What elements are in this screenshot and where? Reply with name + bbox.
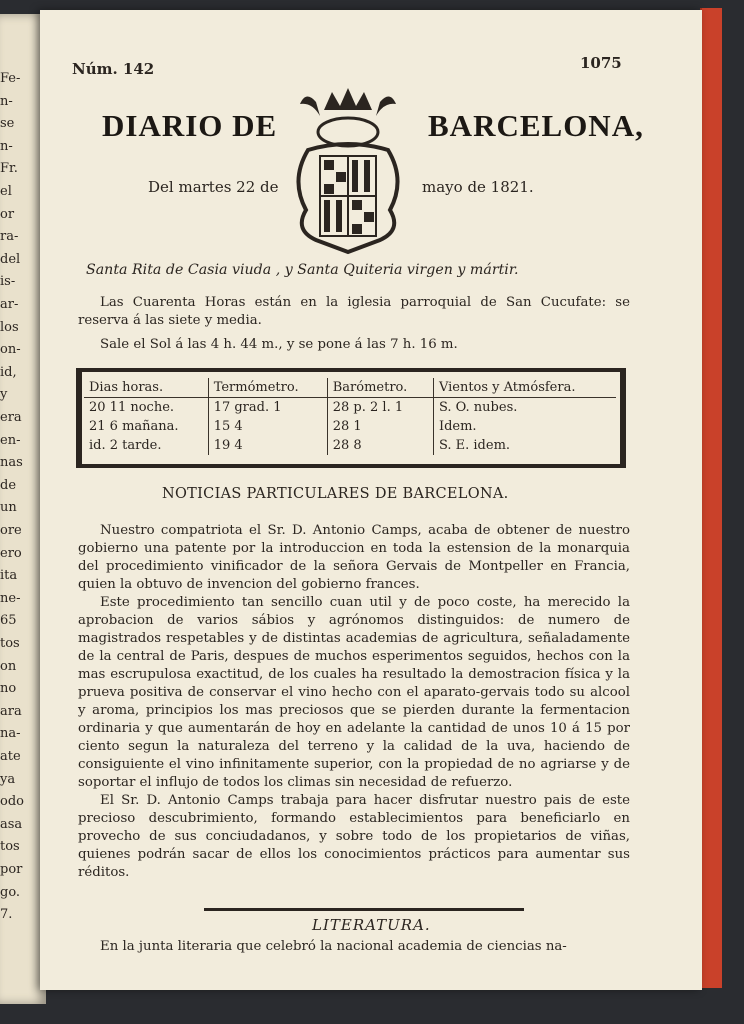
table-cell: 20 11 noche. xyxy=(84,398,208,418)
left-page-fragment: na- xyxy=(0,726,21,742)
left-page-fragment: or xyxy=(0,206,15,222)
left-page-fragment: odo xyxy=(0,794,24,810)
left-page-fragment: los xyxy=(0,319,19,335)
divider-rule xyxy=(204,908,524,911)
left-page-fragment: on- xyxy=(0,342,21,358)
left-page-fragment: on xyxy=(0,658,17,674)
col-winds: Vientos y Atmósfera. xyxy=(433,378,616,398)
article-body xyxy=(78,522,630,882)
table-cell: S. E. idem. xyxy=(438,438,511,453)
left-page-fragment: de xyxy=(0,477,17,493)
sun-notice xyxy=(78,336,630,354)
left-page-fragment: 65 xyxy=(0,613,17,629)
date-line-left: Del martes 22 de xyxy=(148,178,279,196)
left-page-fragment: 7. xyxy=(0,907,13,923)
table-cell: 28 8 xyxy=(327,436,433,455)
left-page-fragment: ero xyxy=(0,545,22,561)
page-number: 1075 xyxy=(580,54,622,72)
left-page-fragment: ar- xyxy=(0,297,19,312)
saints-of-day: Santa Rita de Casia viuda , y Santa Quiteria virgen y mártir. xyxy=(86,262,519,278)
table-cell: 28 p. 2 l. 1 xyxy=(327,398,433,418)
left-page-fragment: is- xyxy=(0,274,16,290)
left-page-fragment: por xyxy=(0,862,23,877)
table-row xyxy=(84,436,616,455)
left-page-fragment: ara xyxy=(0,703,22,719)
left-page-fragment: nas xyxy=(0,455,23,471)
table-row xyxy=(84,398,616,418)
col-barometer: Barómetro. xyxy=(327,378,433,398)
left-page-fragment: ya xyxy=(0,771,16,787)
left-page-fragment: se xyxy=(0,116,15,132)
red-page-edge xyxy=(700,8,722,988)
issue-number: Núm. 142 xyxy=(72,60,155,78)
left-page-fragment: del xyxy=(0,251,21,267)
left-page-fragment: tos xyxy=(0,636,20,651)
left-page-fragment: ore xyxy=(0,523,22,538)
date-line-right: mayo de 1821. xyxy=(422,178,534,196)
literature-heading: LITERATURA. xyxy=(312,916,431,934)
table-cell: 15 4 xyxy=(208,417,327,436)
paragraph: Este procedimiento tan sencillo cuan util y de poco coste, ha merecido la aprobacion de varios sábios y agrónomos distinguidos: de numero de magistrados respetables y de distintas academias de agricultura, señaladamente de la central de Paris, despues de muchos esperimentos seguidos, hechos con la mas escrupulosa exactitud, de los cuales ha resultado la demostracion física y la prueva positiva de conservar el vino hecho con el aparato-gervais todo su alcool y aroma, principios los mas preciosos que se pierden durante la fermentacion ordinaria y que aumentarán de hoy en adelante la cantidad de unos 10 á 15 por ciento segun la naturaleza del terreno y la calidad de la uva, haciendo de consiguiente el vino infinitamente superior, con la propiedad de no agriarse y de soportar el influjo de todos los climas sin necesidad de refuerzo. xyxy=(78,595,630,790)
left-page-fragment: el xyxy=(0,184,12,199)
weather-table xyxy=(84,378,616,455)
left-page-fragment: no xyxy=(0,681,17,697)
left-page-fragment: Fe- xyxy=(0,71,21,86)
masthead-right: BARCELONA, xyxy=(428,108,644,143)
weather-table-header xyxy=(84,378,616,398)
masthead-left: DIARIO DE xyxy=(102,108,278,143)
left-page-fragment: n- xyxy=(0,138,13,154)
table-cell: S. O. nubes. xyxy=(438,400,518,415)
left-page-fragment: ne- xyxy=(0,590,21,606)
left-page-fragment: ita xyxy=(0,568,18,584)
left-page-fragment: asa xyxy=(0,816,23,832)
left-page-fragment: ate xyxy=(0,749,21,764)
table-cell: 17 grad. 1 xyxy=(208,398,327,418)
left-page-fragment: go. xyxy=(0,884,21,900)
left-page-fragment: un xyxy=(0,500,17,516)
table-cell: id. 2 tarde. xyxy=(84,436,208,455)
left-page-fragment: en- xyxy=(0,432,21,448)
table-cell: 19 4 xyxy=(208,436,327,455)
forty-hours-text: Las Cuarenta Horas están en la iglesia parroquial de San Cucufate: se reserva á las siete y media. xyxy=(78,295,630,328)
left-page-fragment: era xyxy=(0,410,22,425)
literature-body xyxy=(78,938,630,956)
paragraph: En la junta literaria que celebró la nacional academia de ciencias na- xyxy=(100,939,567,954)
table-cell: 28 1 xyxy=(327,417,433,436)
col-thermometer: Termómetro. xyxy=(208,378,327,398)
left-page-fragment: Fr. xyxy=(0,161,18,177)
paragraph: El Sr. D. Antonio Camps trabaja para hacer disfrutar nuestro pais de este precioso descubrimiento, formando establecimientos para beneficiarlo en provecho de sus conciudadanos, y sobre todo de los propietarios de viñas, quienes podrán sacar de ellos los conocimientos prácticos para aumentar sus réditos. xyxy=(78,793,630,880)
section-title: NOTICIAS PARTICULARES DE BARCELONA. xyxy=(162,486,509,502)
left-page-fragment: ra- xyxy=(0,229,19,245)
paragraph: Nuestro compatriota el Sr. D. Antonio Camps, acaba de obtener de nuestro gobierno una patente por la introduccion en toda la estension de la monarquia del procedimiento vinificador de la señora Gervais de Montpeller en Francia, quien la obtuvo de invencion del gobierno frances. xyxy=(78,523,630,592)
left-page-fragment: tos xyxy=(0,839,20,855)
left-page-fragment: y xyxy=(0,387,8,403)
col-days-hours: Dias horas. xyxy=(84,378,208,398)
forty-hours-notice xyxy=(78,294,630,330)
sun-times-text: Sale el Sol á las 4 h. 44 m., y se pone á las 7 h. 16 m. xyxy=(100,337,458,352)
table-cell: 21 6 mañana. xyxy=(84,417,208,436)
left-page-fragment: n- xyxy=(0,93,13,109)
table-cell: Idem. xyxy=(438,419,477,434)
table-row xyxy=(84,417,616,436)
coat-of-arms-emblem xyxy=(286,80,410,258)
left-page-fragment: id, xyxy=(0,364,17,380)
